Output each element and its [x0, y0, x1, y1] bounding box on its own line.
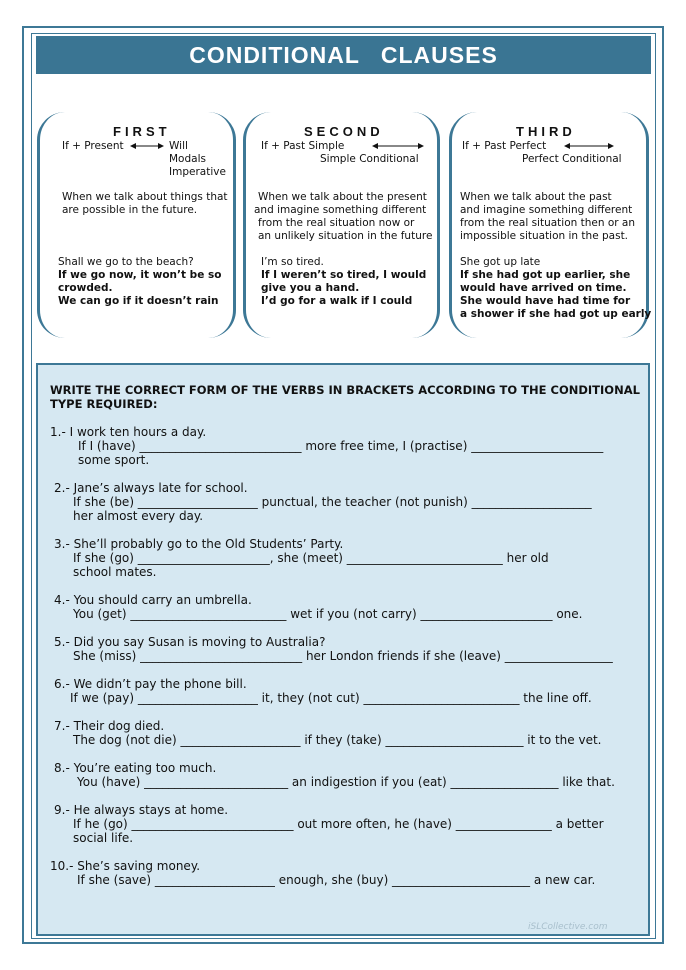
second-usage-4: an unlikely situation in the future: [258, 230, 433, 242]
second-formula-main: Simple Conditional: [320, 153, 419, 165]
page-title: CONDITIONAL CLAUSES: [36, 36, 651, 74]
exercise-line: She (miss) ___________________________ her London friends if she (leave) __________________: [73, 649, 613, 663]
exercise-line: You (get) __________________________ wet if you (not carry) ______________________ one.: [73, 607, 583, 621]
double-arrow-icon: [372, 142, 424, 150]
third-usage-2: and imagine something different: [460, 204, 633, 216]
second-example-question: I’m so tired.: [261, 256, 324, 268]
exercise-line: 4.- You should carry an umbrella.: [54, 593, 252, 607]
exercise-line: 7.- Their dog died.: [54, 719, 165, 733]
exercise-line: 6.- We didn’t pay the phone bill.: [54, 677, 247, 691]
exercise-line: If she (be) ____________________ punctual, the teacher (not punish) ____________________: [73, 495, 592, 509]
second-example-answer-1: If I weren’t so tired, I would: [261, 269, 427, 281]
third-example-answer-1: If she had got up earlier, she: [460, 269, 631, 281]
first-formula-if: If + Present: [62, 140, 124, 152]
third-example-answer-4: a shower if she had got up early: [460, 308, 652, 320]
first-formula-main-3: Imperative: [169, 166, 226, 178]
first-example-answer-1: If we go now, it won’t be so: [58, 269, 222, 281]
second-heading: SECOND: [304, 124, 384, 139]
first-example-answer-2: crowded.: [58, 282, 113, 294]
third-formula-main: Perfect Conditional: [522, 153, 622, 165]
third-formula-if: If + Past Perfect: [462, 140, 547, 152]
instruction-line-2: TYPE REQUIRED:: [50, 397, 158, 411]
exercise-line: social life.: [73, 831, 134, 845]
first-example-answer-3: We can go if it doesn’t rain: [58, 295, 219, 307]
second-conditional-card: [243, 112, 440, 338]
exercise-line: The dog (not die) ____________________ if they (take) _______________________ it to the vet.: [73, 733, 602, 747]
exercise-line: 2.- Jane’s always late for school.: [54, 481, 248, 495]
exercise-instruction: [50, 383, 640, 411]
third-conditional-card: [449, 112, 652, 338]
instruction-line-1: WRITE THE CORRECT FORM OF THE VERBS IN BRACKETS ACCORDING TO THE CONDITIONAL: [50, 383, 640, 397]
third-usage-4: impossible situation in the past.: [460, 230, 629, 242]
exercise-line: some sport.: [78, 453, 150, 467]
second-usage-2: and imagine something different: [254, 204, 427, 216]
exercise-line: If she (go) ______________________, she (meet) __________________________ her old: [73, 551, 549, 565]
first-conditional-card: [37, 112, 236, 338]
exercise-line: 1.- I work ten hours a day.: [50, 425, 207, 439]
exercise-line: You (have) ________________________ an indigestion if you (eat) __________________ like that.: [77, 775, 615, 789]
third-example-answer-2: would have arrived on time.: [460, 282, 627, 294]
third-example-answer-3: She would have had time for: [460, 295, 631, 307]
exercise-line: If I (have) ___________________________ more free time, I (practise) ______________________: [78, 439, 604, 453]
first-example-question: Shall we go to the beach?: [58, 256, 194, 268]
second-example-answer-2: give you a hand.: [261, 282, 360, 294]
exercise-line: 5.- Did you say Susan is moving to Australia?: [54, 635, 326, 649]
exercise-line: If we (pay) ____________________ it, they (not cut) __________________________ the line off.: [70, 691, 592, 705]
first-formula-main-2: Modals: [169, 153, 206, 165]
second-usage-3: from the real situation now or: [258, 217, 415, 229]
second-usage-1: When we talk about the present: [258, 191, 427, 203]
first-formula-main-1: Will: [169, 140, 188, 152]
third-heading: THIRD: [516, 124, 576, 139]
first-heading: FIRST: [113, 124, 171, 139]
exercise-line: 8.- You’re eating too much.: [54, 761, 217, 775]
first-usage-1: When we talk about things that: [62, 191, 228, 203]
double-arrow-icon: [564, 142, 614, 150]
third-usage-1: When we talk about the past: [460, 191, 612, 203]
exercise-line: 9.- He always stays at home.: [54, 803, 229, 817]
exercise-line: her almost every day.: [73, 509, 204, 523]
exercise-line: If he (go) ___________________________ out more often, he (have) ________________ a better: [73, 817, 604, 831]
third-example-question: She got up late: [460, 256, 541, 268]
first-usage-2: are possible in the future.: [62, 204, 198, 216]
exercise-line: 3.- She’ll probably go to the Old Students’ Party.: [54, 537, 344, 551]
third-usage-3: from the real situation then or an: [460, 217, 636, 229]
watermark: iSLCollective.com: [528, 922, 608, 932]
exercise-line: 10.- She’s saving money.: [50, 859, 201, 873]
exercise-line: school mates.: [73, 565, 157, 579]
exercise-line: If she (save) ____________________ enough, she (buy) _______________________ a new car.: [77, 873, 596, 887]
double-arrow-icon: [130, 142, 164, 150]
second-example-answer-3: I’d go for a walk if I could: [261, 295, 413, 307]
second-formula-if: If + Past Simple: [261, 140, 345, 152]
